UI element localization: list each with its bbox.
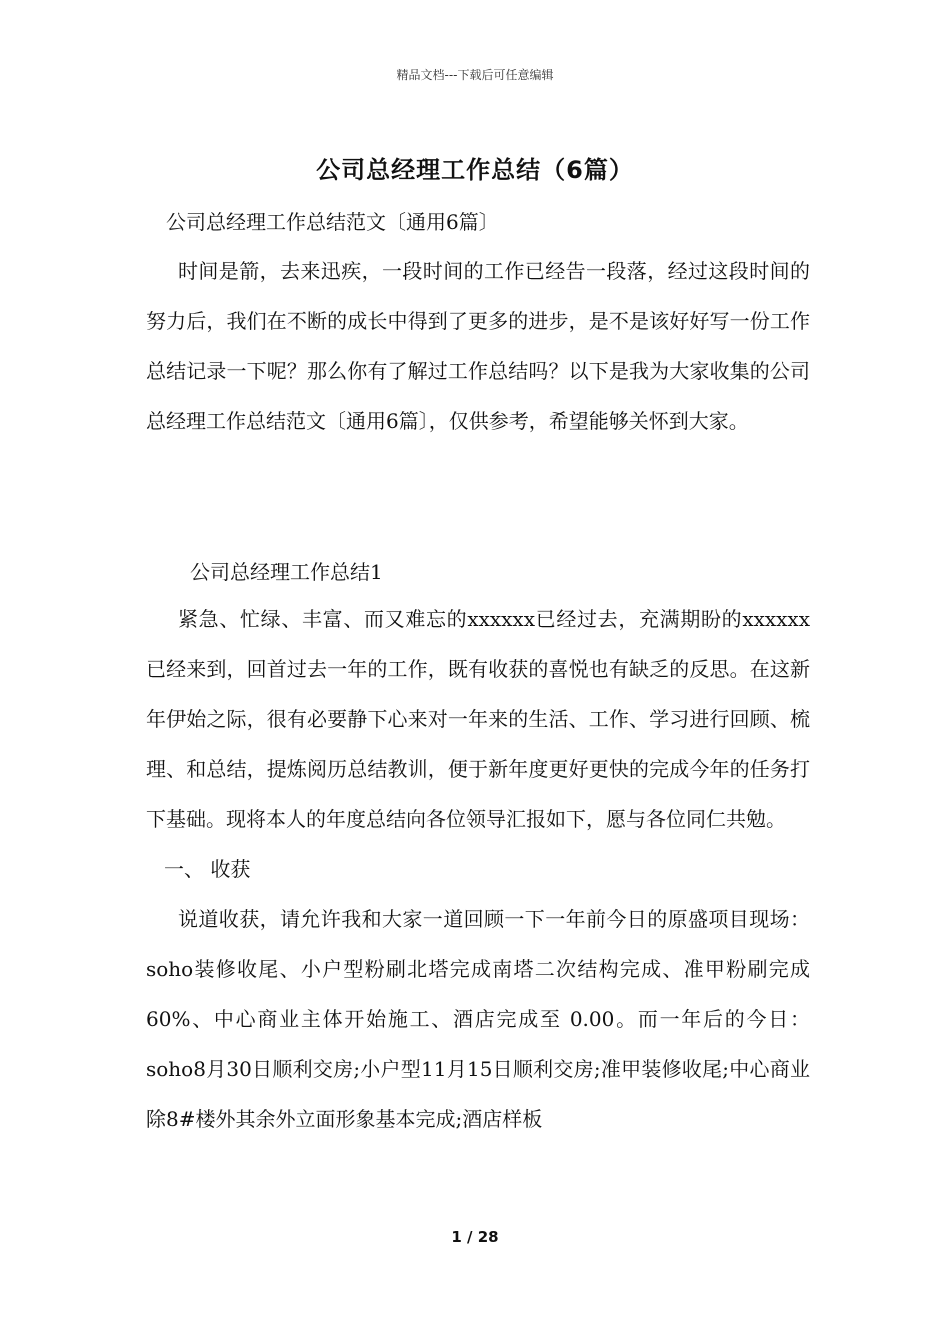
document-title: 公司总经理工作总结（6篇）	[316, 156, 634, 184]
section-heading: 公司总经理工作总结1	[190, 560, 383, 584]
page-number: 1 / 28	[451, 1228, 499, 1246]
intro-block	[146, 246, 810, 446]
document-subtitle: 公司总经理工作总结范文〔通用6篇〕	[166, 210, 499, 234]
section1-paragraph-1: 紧急、忙绿、丰富、而又难忘的xxxxxx已经过去，充满期盼的xxxxxx已经来到，回首过去一年的工作，既有收获的喜悦也有缺乏的反思。在这新年伊始之际，很有必要静下心来对一年来的生活、工作、学习进行回顾、梳理、和总结，提炼阅历总结教训，便于新年度更好更快的完成今年的任务打下基础。现将本人的年度总结向各位领导汇报如下，愿与各位同仁共勉。	[146, 607, 810, 831]
section1-block	[146, 594, 810, 1144]
intro-paragraph: 时间是箭，去来迅疾，一段时间的工作已经告一段落，经过这段时间的努力后，我们在不断的成长中得到了更多的进步，是不是该好好写一份工作总结记录一下呢？那么你有了解过工作总结吗？以下是我为大家收集的公司总经理工作总结范文〔通用6篇〕，仅供参考，希望能够关怀到大家。	[146, 259, 810, 433]
section1-paragraph-2: 说道收获，请允许我和大家一道回顾一下一年前今日的原盛项目现场：soho装修收尾、小户型粉刷北塔完成南塔二次结构完成、准甲粉刷完成60%、中心商业主体开始施工、酒店完成至 0.00。而一年后的今日：soho8月30日顺利交房;小户型11月15日顺利交房;准甲装修收尾;中心商业除8#楼外其余外立面形象基本完成;酒店样板	[146, 907, 810, 1131]
section1-subheading: 一、 收获	[164, 857, 251, 881]
page-header: 精品文档---下载后可任意编辑	[396, 68, 554, 82]
